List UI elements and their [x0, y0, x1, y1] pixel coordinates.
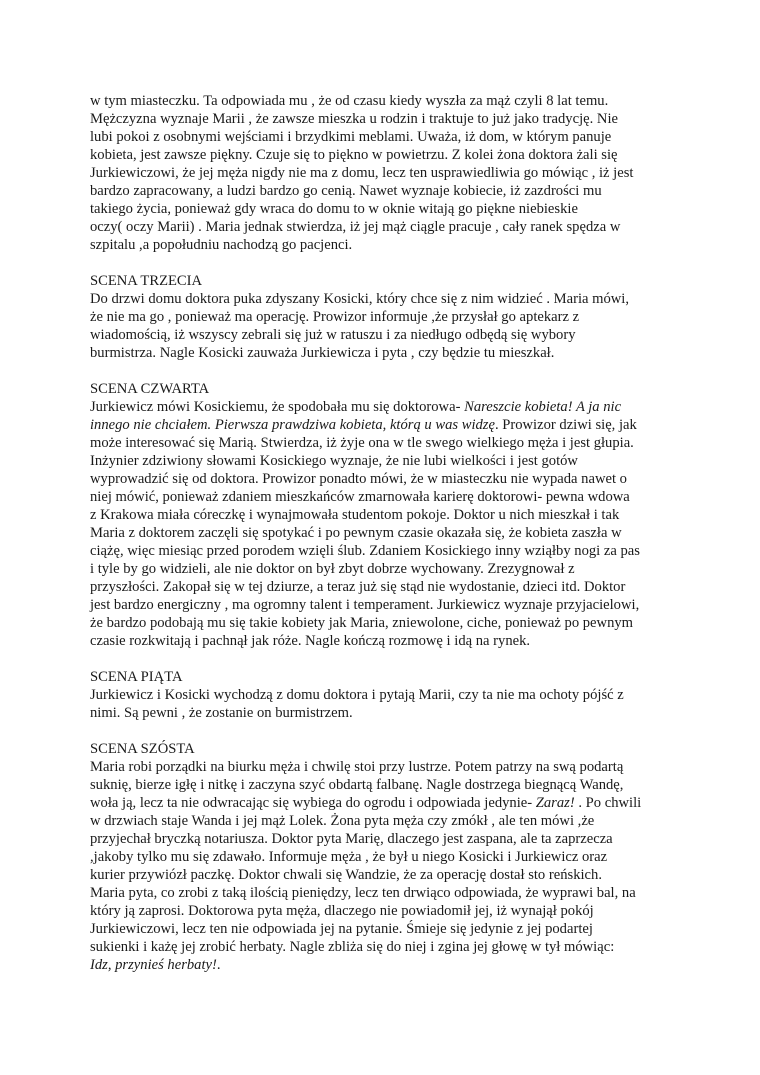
text-line: [90, 110, 680, 128]
italic-text: innego nie chciałem. Pierwsza prawdziwa kobieta, którą u was widzę: [90, 417, 495, 433]
text-line: [90, 704, 680, 722]
text-line: [90, 794, 680, 812]
text-run: przyszłości. Zakopał się w tej dziurze, a teraz już się stąd nie wydostanie, dzieci itd. Doktor: [90, 579, 626, 595]
text-run: Jurkiewicz mówi Kosickiemu, że spodobała mu się doktorowa-: [90, 399, 465, 415]
text-line: [90, 200, 680, 218]
scene-heading: SCENA SZÓSTA: [90, 741, 195, 757]
text-run: który ją zaprosi. Doktorowa pyta męża, dlaczego nie powiadomił jej, iż wynajął pokój: [90, 903, 594, 919]
text-run: że bardzo podobają mu się takie kobiety jak Maria, zniewolone, ciche, ponieważ po pewnym: [90, 615, 634, 631]
text-line: [90, 290, 680, 308]
paragraph-gap: [90, 722, 680, 740]
italic-text: Idz, przynieś herbaty!: [90, 957, 217, 973]
text-line: [90, 614, 680, 632]
text-line: [90, 308, 680, 326]
text-line: [90, 830, 680, 848]
text-line: [90, 956, 680, 974]
text-line: [90, 596, 680, 614]
text-line: [90, 92, 680, 110]
text-line: [90, 776, 680, 794]
text-run: niej mówić, ponieważ zdaniem mieszkańców zmarnowała karierę doktorowi- pewna wdowa: [90, 489, 630, 505]
text-line: [90, 146, 680, 164]
text-line: [90, 182, 680, 200]
text-run: burmistrza. Nagle Kosicki zauważa Jurkiewicza i pyta , czy będzie tu mieszkał.: [90, 345, 555, 361]
text-line: [90, 488, 680, 506]
text-line: [90, 326, 680, 344]
text-run: ,jakoby tylko mu się zdawało. Informuje męża , że był u niego Kosicki i Jurkiewicz oraz: [90, 849, 608, 865]
scene-heading: SCENA CZWARTA: [90, 381, 210, 397]
text-run: Jurkiewicz i Kosicki wychodzą z domu doktora i pytają Marii, czy ta nie ma ochoty pójść z: [90, 687, 624, 703]
text-run: bardzo zapracowany, a ludzi bardzo go cenią. Nawet wyznaje kobiecie, iż zazdrości mu: [90, 183, 602, 199]
italic-text: Zaraz!: [535, 795, 575, 811]
text-line: [90, 920, 680, 938]
text-line: [90, 542, 680, 560]
text-run: Mężczyzna wyznaje Marii , że zawsze mieszka u rodzin i traktuje to już jako tradycję. Nie: [90, 111, 618, 127]
text-run: . Prowizor dziwi się, jak: [494, 417, 637, 433]
text-line: [90, 524, 680, 542]
text-run: nimi. Są pewni , że zostanie on burmistrzem.: [90, 705, 353, 721]
text-run: Maria pyta, co zrobi z taką ilością pieniędzy, lecz ten drwiąco odpowiada, że wyprawi bal, na: [90, 885, 636, 901]
text-line: [90, 344, 680, 362]
text-run: w tym miasteczku. Ta odpowiada mu , że od czasu kiedy wyszła za mąż czyli 8 lat temu.: [90, 93, 609, 109]
paragraph-gap: [90, 362, 680, 380]
text-run: jest bardzo energiczny , ma ogromny talent i temperament. Jurkiewicz wyznaje przyjacielowi,: [90, 597, 640, 613]
text-run: Do drzwi domu doktora puka zdyszany Kosicki, który chce się z nim widzieć . Maria mówi,: [90, 291, 630, 307]
text-run: Jurkiewiczowi, że jej męża nigdy nie ma z domu, lecz ten usprawiedliwia go mówiąc , iż jest: [90, 165, 634, 181]
text-run: Inżynier zdziwiony słowami Kosickiego wyznaje, że nie lubi wielkości i jest gotów: [90, 453, 578, 469]
text-run: lubi pokoi z osobnymi wejściami i brzydkimi meblami. Uważa, iż dom, w którym panuje: [90, 129, 612, 145]
text-run: kurier przywiózł paczkę. Doktor chwali się Wandzie, że za operację dostał sto reńskich.: [90, 867, 602, 883]
text-line: [90, 902, 680, 920]
text-run: woła ją, lecz ta nie odwracając się wybiega do ogrodu i odpowiada jedynie-: [90, 795, 536, 811]
text-line: [90, 506, 680, 524]
text-run: wyprowadzić się od doktora. Prowizor ponadto mówi, że w miasteczku nie wypada nawet o: [90, 471, 627, 487]
text-line: [90, 632, 680, 650]
text-line: [90, 236, 680, 254]
italic-text: Nareszcie kobieta! A ja nic: [464, 399, 622, 415]
scene-heading: SCENA TRZECIA: [90, 273, 203, 289]
text-line: [90, 434, 680, 452]
text-run: i tyle by go widzieli, ale nie doktor on był zbyt dobrze wychowany. Zrezygnował z: [90, 561, 575, 577]
text-run: takiego życia, ponieważ gdy wraca do domu to w oknie witają go piękne niebieskie: [90, 201, 578, 217]
text-run: . Po chwili: [574, 795, 642, 811]
text-run: Maria z doktorem zaczęli się spotykać i po pewnym czasie okazała się, że kobieta zaszła w: [90, 525, 622, 541]
text-run: Jurkiewiczowi, lecz ten nie odpowiada jej na pytanie. Śmieje się jedynie z jej podartej: [90, 921, 593, 937]
text-line: [90, 866, 680, 884]
text-run: Maria robi porządki na biurku męża i chwilę stoi przy lustrze. Potem patrzy na swą podartą: [90, 759, 624, 775]
text-run: z Krakowa miała córeczkę i wynajmowała studentom pokoje. Doktor u nich mieszkał i tak: [90, 507, 620, 523]
paragraph-gap: [90, 650, 680, 668]
text-line: [90, 938, 680, 956]
text-run: ciążę, więc miesiąc przed porodem wzięli ślub. Zdaniem Kosickiego inny wziąłby nogi za pas: [90, 543, 640, 559]
text-line: [90, 848, 680, 866]
text-run: w drzwiach staje Wanda i jej mąż Lolek. Żona pyta męża czy zmókł , ale ten mówi ,że: [90, 813, 595, 829]
text-run: kobieta, jest zawsze piękny. Czuje się to piękno w powietrzu. Z kolei żona doktora żali się: [90, 147, 618, 163]
text-run: suknię, bierze igłę i nitkę i zaczyna szyć obdartą falbanę. Nagle dostrzega biegnącą Wandę,: [90, 777, 624, 793]
text-line: [90, 578, 680, 596]
document-text: [90, 92, 680, 974]
text-line: [90, 560, 680, 578]
text-run: szpitalu ,a popołudniu nachodzą go pacjenci.: [90, 237, 353, 253]
text-line: [90, 470, 680, 488]
paragraph-gap: [90, 254, 680, 272]
text-line: [90, 686, 680, 704]
text-run: wiadomością, iż wszyscy zebrali się już w ratuszu i za niedługo odbędą się wybory: [90, 327, 576, 343]
text-run: przyjechał bryczką notariusza. Doktor pyta Marię, dlaczego jest zaspana, ale ta zaprzecza: [90, 831, 613, 847]
text-line: [90, 128, 680, 146]
text-run: może interesować się Marią. Stwierdza, iż żyje ona w tle swego wielkiego męża i jest głupia.: [90, 435, 634, 451]
text-line: [90, 812, 680, 830]
text-run: czasie rozkwitają i pachnął jak róże. Nagle kończą rozmowę i idą na rynek.: [90, 633, 531, 649]
text-run: oczy( oczy Marii) . Maria jednak stwierdza, iż jej mąż ciągle pracuje , cały ranek spędza w: [90, 219, 621, 235]
text-line: [90, 218, 680, 236]
text-run: że nie ma go , ponieważ ma operację. Prowizor informuje ,że przysłał go aptekarz z: [90, 309, 580, 325]
text-line: [90, 758, 680, 776]
text-run: .: [216, 957, 221, 973]
text-line: [90, 452, 680, 470]
text-line: [90, 398, 680, 416]
text-line: [90, 164, 680, 182]
text-line: [90, 884, 680, 902]
text-line: [90, 416, 680, 434]
scene-heading: SCENA PIĄTA: [90, 669, 183, 685]
text-run: sukienki i każę jej zrobić herbaty. Nagle zbliża się do niej i zgina jej głowę w tył mówiąc:: [90, 939, 615, 955]
